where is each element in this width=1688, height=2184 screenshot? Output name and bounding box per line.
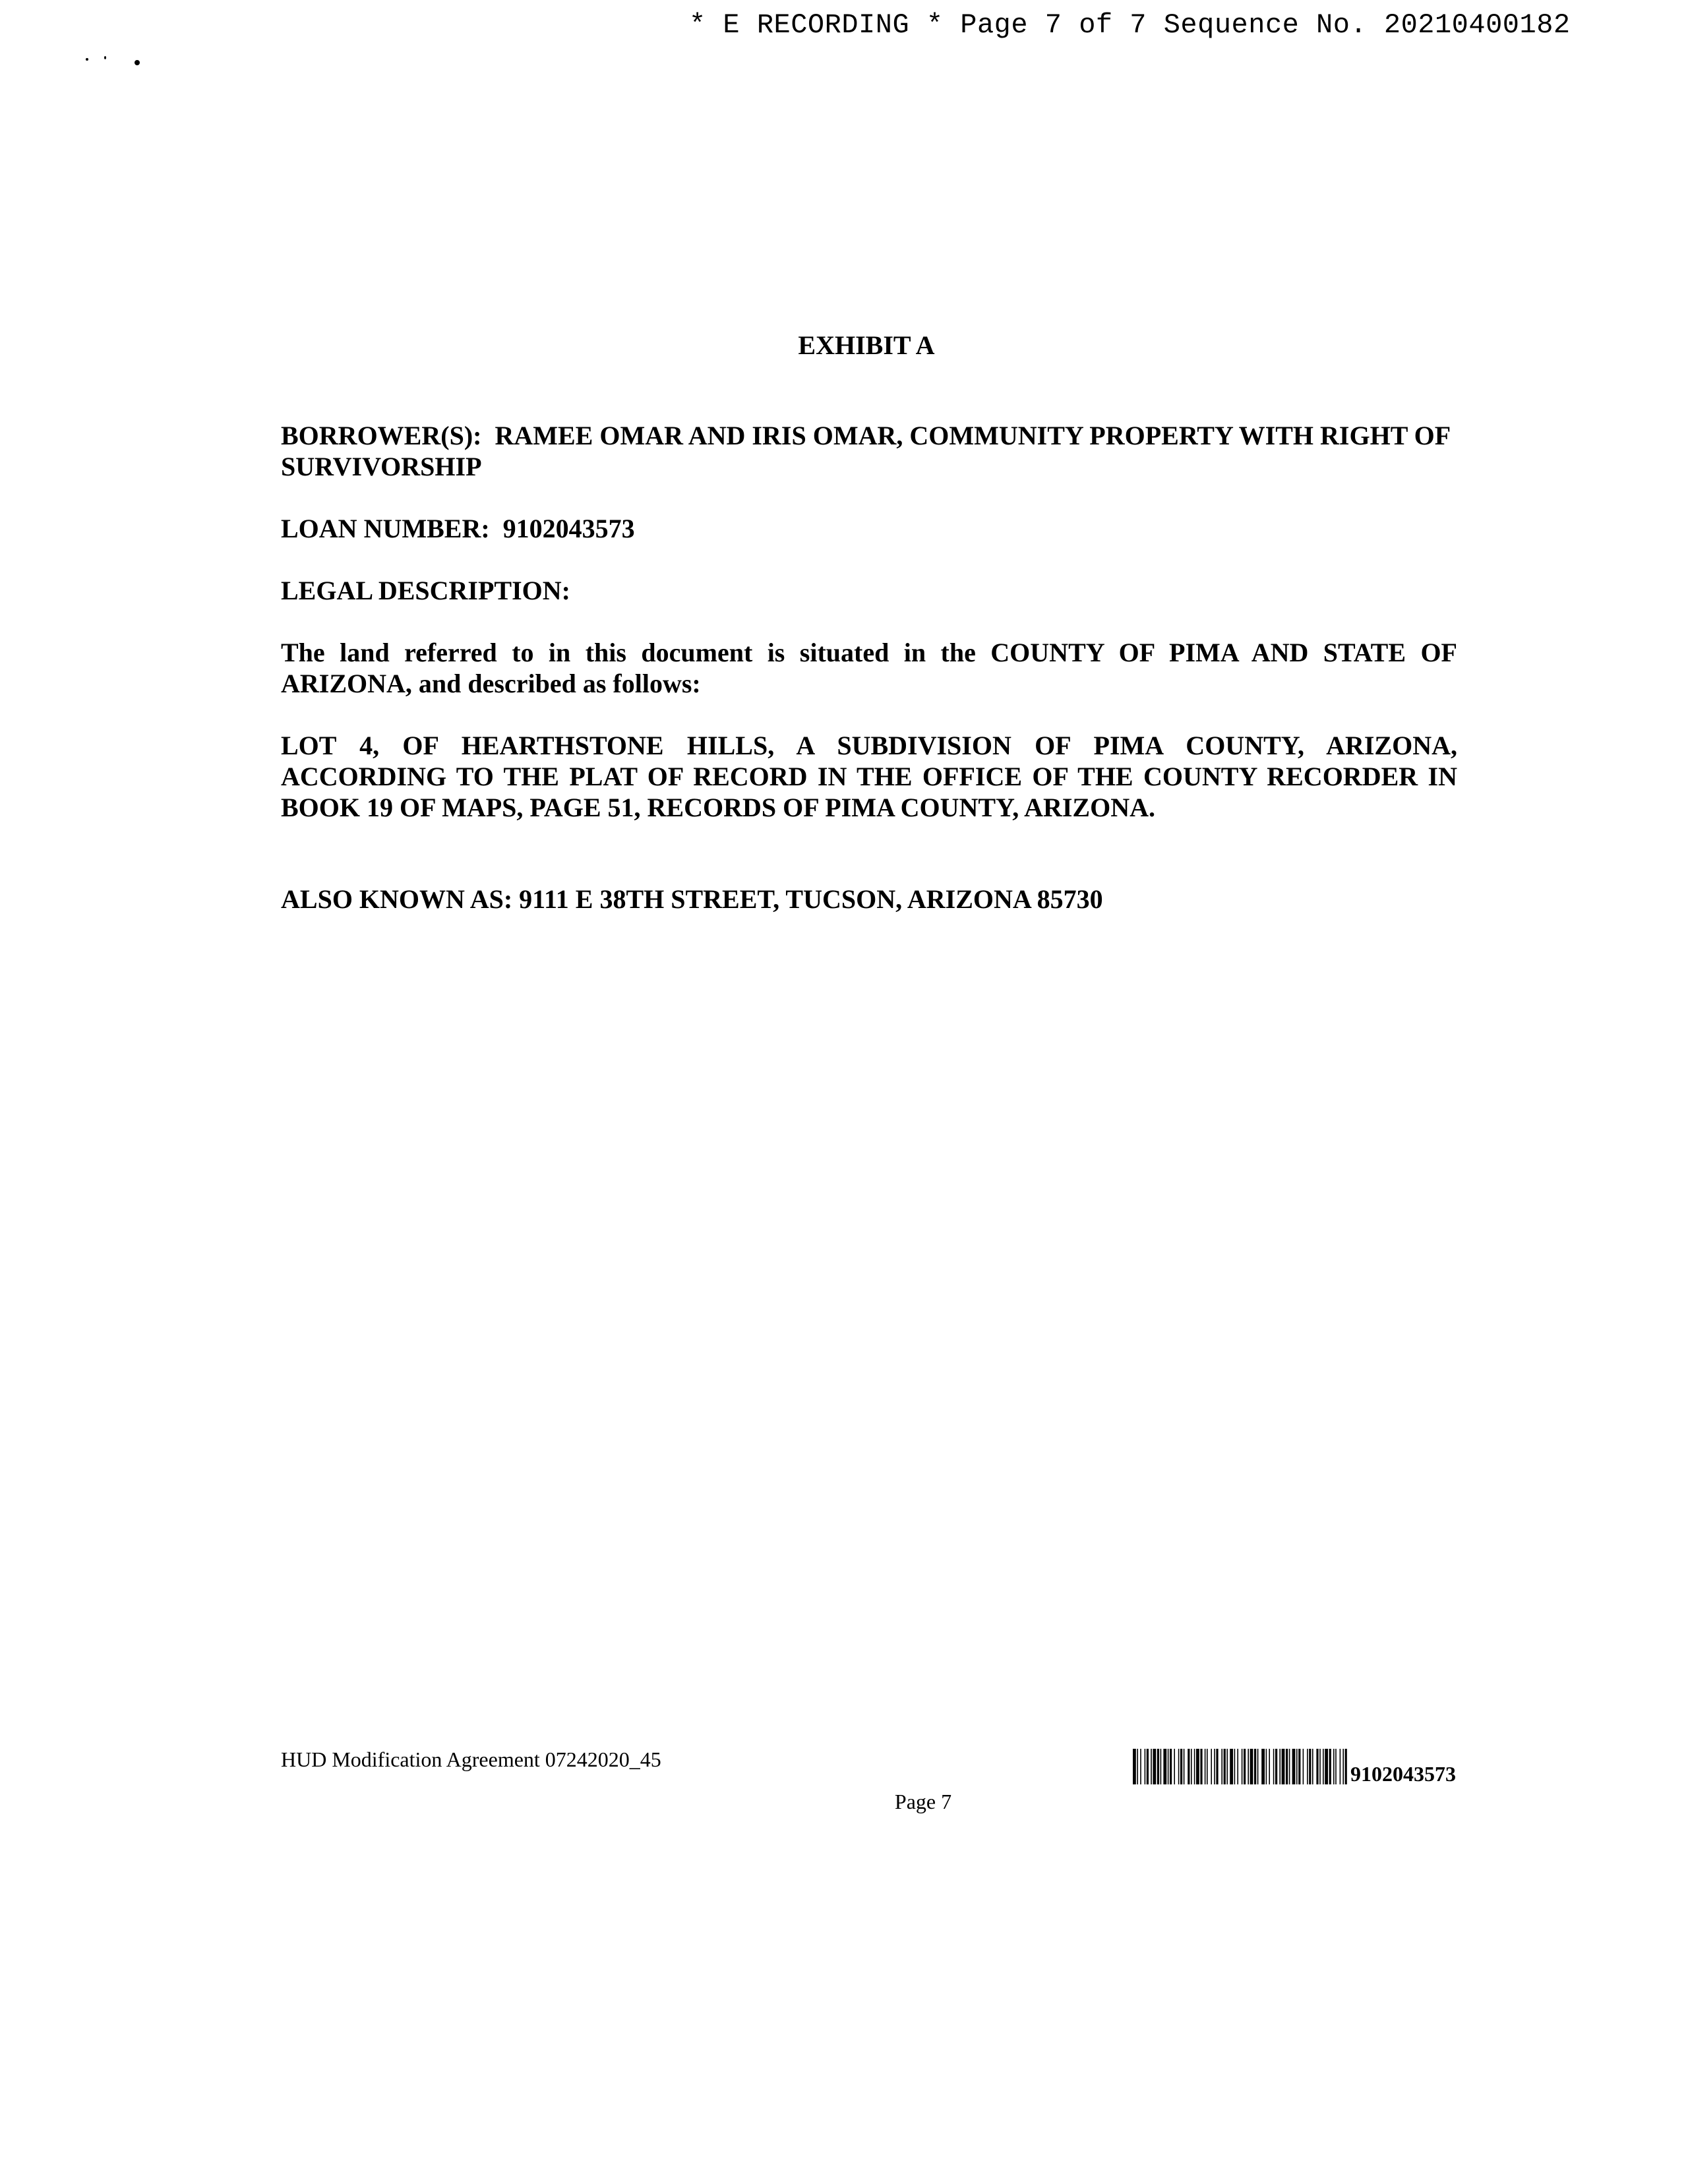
- barcode-bar: [1153, 1749, 1156, 1784]
- barcode-bar: [1254, 1749, 1256, 1784]
- land-paragraph: The land referred to in this document is situated in the COUNTY OF PIMA AND STATE OF ARIZONA, and described as follows:: [281, 638, 1457, 698]
- barcode-bar: [1178, 1749, 1180, 1784]
- barcode-bar: [1257, 1749, 1259, 1784]
- barcode-bar: [1345, 1749, 1347, 1784]
- lot-paragraph: LOT 4, OF HEARTHSTONE HILLS, A SUBDIVISION OF PIMA COUNTY, ARIZONA, ACCORDING TO THE PLAT OF RECORD IN THE OFFICE OF THE COUNTY RECORDER IN BOOK 19 OF MAPS, PAGE 51, RECORDS OF PIMA COUNTY, ARIZONA.: [281, 731, 1457, 822]
- barcode-bar: [1200, 1749, 1202, 1784]
- barcode-bar: [1226, 1749, 1228, 1784]
- barcode-bar: [1133, 1749, 1136, 1784]
- barcode-bar: [1289, 1749, 1290, 1784]
- barcode-bar: [1312, 1749, 1313, 1784]
- barcode-bar: [1145, 1749, 1146, 1784]
- scan-speck: [135, 60, 140, 65]
- barcode-bar: [1244, 1749, 1246, 1784]
- barcode-bar: [1261, 1749, 1265, 1784]
- barcode-bar: [1168, 1749, 1169, 1784]
- barcode-bar: [1296, 1749, 1298, 1784]
- barcode-bar: [1248, 1749, 1249, 1784]
- barcode-bar: [1275, 1749, 1277, 1784]
- barcode-bar: [1242, 1749, 1243, 1784]
- barcode-bar: [1237, 1749, 1238, 1784]
- barcode-bar: [1151, 1749, 1152, 1784]
- barcode-block: [1133, 1749, 1456, 1784]
- barcode-bar: [1163, 1749, 1166, 1784]
- barcode-bar: [1160, 1749, 1162, 1784]
- barcode-bar: [1333, 1749, 1335, 1784]
- barcode-bar: [1335, 1749, 1337, 1784]
- barcode-bar: [1340, 1749, 1341, 1784]
- barcode-bar: [1170, 1749, 1172, 1784]
- exhibit-body: [281, 420, 1457, 915]
- barcode-bar: [1137, 1749, 1138, 1784]
- barcode-bar: [1207, 1749, 1208, 1784]
- scan-specks: [84, 54, 150, 67]
- barcode-bar: [1205, 1749, 1206, 1784]
- barcode-bar: [1221, 1749, 1222, 1784]
- barcode-bar: [1214, 1749, 1215, 1784]
- barcode-bar: [1323, 1749, 1324, 1784]
- barcode-bar: [1286, 1749, 1288, 1784]
- barcode-bar: [1269, 1749, 1270, 1784]
- barcode-bar: [1250, 1749, 1253, 1784]
- barcode-bar: [1230, 1749, 1233, 1784]
- exhibit-title: EXHIBIT A: [798, 330, 935, 360]
- barcode-bar: [1188, 1749, 1190, 1784]
- barcode-bar: [1273, 1749, 1275, 1784]
- barcode-bar: [1329, 1749, 1331, 1784]
- barcode-bar: [1307, 1749, 1308, 1784]
- barcode-bar: [1184, 1749, 1185, 1784]
- barcode-graphic: [1133, 1749, 1348, 1784]
- barcode-bar: [1342, 1749, 1344, 1784]
- barcode-bar: [1224, 1749, 1226, 1784]
- borrowers-value: RAMEE OMAR AND IRIS OMAR, COMMUNITY PROPERTY WITH RIGHT OF SURVIVORSHIP: [281, 421, 1450, 481]
- barcode-bar: [1316, 1749, 1318, 1784]
- barcode-bar: [1191, 1749, 1192, 1784]
- barcode-bar: [1325, 1749, 1328, 1784]
- barcode-bar: [1279, 1749, 1281, 1784]
- barcode-bar: [1211, 1749, 1212, 1784]
- recording-header: * E RECORDING * Page 7 of 7 Sequence No. 20210400182: [689, 9, 1571, 41]
- barcode-bar: [1303, 1749, 1304, 1784]
- barcode-bar: [1266, 1749, 1267, 1784]
- barcode-bar: [1292, 1749, 1296, 1784]
- barcode-number: 9102043573: [1350, 1762, 1456, 1786]
- barcode-bar: [1319, 1749, 1321, 1784]
- barcode-bar: [1216, 1749, 1218, 1784]
- barcode-bar: [1234, 1749, 1236, 1784]
- barcode-bar: [1309, 1749, 1311, 1784]
- borrowers-label: BORROWER(S):: [281, 421, 482, 450]
- also-known-as-line: ALSO KNOWN AS: 9111 E 38TH STREET, TUCSON, ARIZONA 85730: [281, 884, 1103, 914]
- loan-number-value: 9102043573: [502, 514, 635, 543]
- loan-number-label: LOAN NUMBER:: [281, 514, 490, 543]
- barcode-bar: [1157, 1749, 1159, 1784]
- barcode-bar: [1140, 1749, 1141, 1784]
- barcode-bar: [1180, 1749, 1182, 1784]
- barcode-bar: [1147, 1749, 1149, 1784]
- barcode-bar: [1194, 1749, 1195, 1784]
- page-number: Page 7: [894, 1790, 952, 1813]
- scan-speck: [86, 58, 88, 61]
- barcode-bar: [1196, 1749, 1199, 1784]
- barcode-bar: [1174, 1749, 1175, 1784]
- barcode-bar: [1282, 1749, 1285, 1784]
- legal-description-label: LEGAL DESCRIPTION:: [281, 576, 570, 605]
- loan-number-line: [281, 513, 1457, 544]
- barcode-bar: [1298, 1749, 1300, 1784]
- document-name: HUD Modification Agreement 07242020_45: [281, 1747, 661, 1771]
- scan-speck: [104, 56, 106, 59]
- borrowers-line: [281, 420, 1457, 482]
